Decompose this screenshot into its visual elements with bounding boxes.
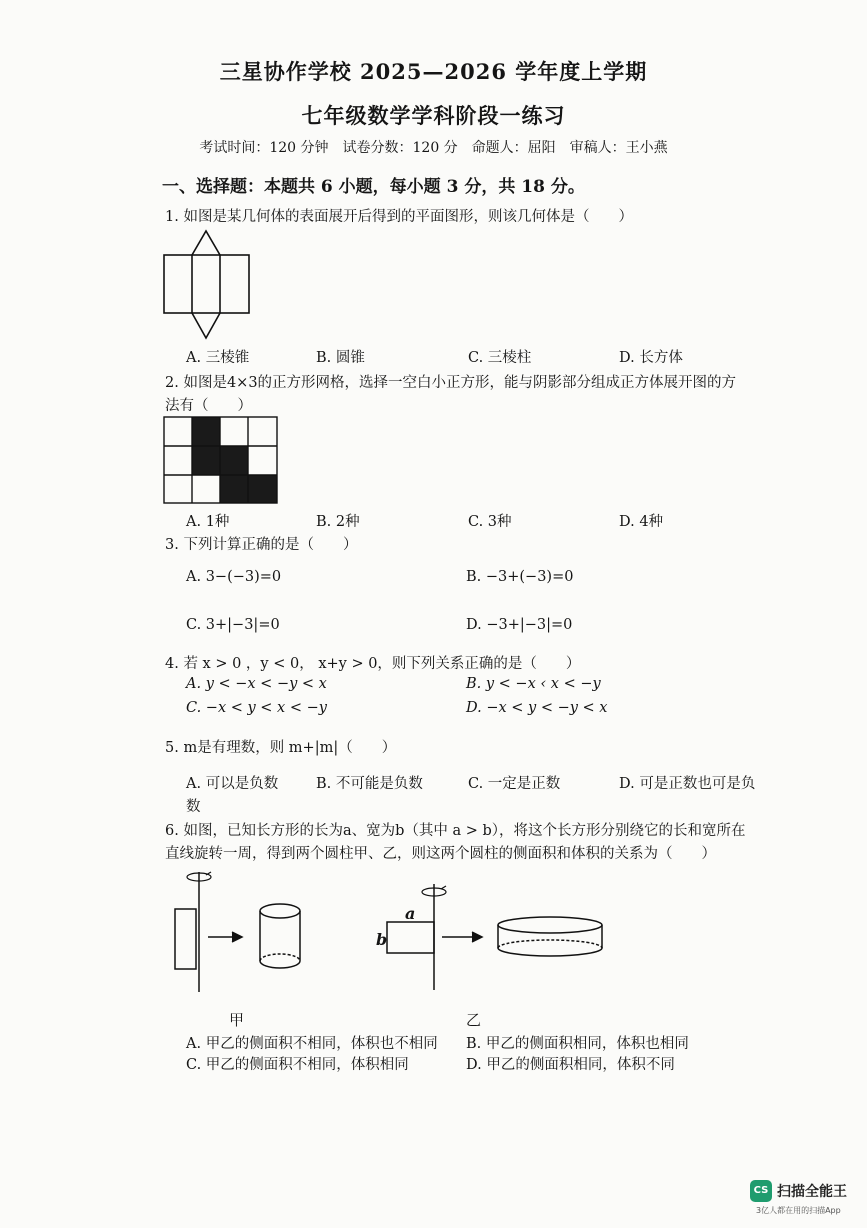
section-heading: 一、选择题：本题共 6 小题，每小题 3 分，共 18 分。 [162, 177, 585, 197]
q5-option-d[interactable]: D. 可是正数也可是负 [619, 776, 756, 792]
q6-option-a[interactable]: A. 甲乙的侧面积不相同，体积也不相同 [186, 1036, 438, 1052]
q6-option-d[interactable]: D. 甲乙的侧面积相同，体积不同 [466, 1057, 675, 1073]
prism-net-figure [163, 228, 253, 343]
q5-option-c[interactable]: C. 一定是正数 [468, 776, 561, 792]
question-2-line1: 2. 如图是4×3的正方形网格，选择一空白小正方形，能与阴影部分组成正方体展开图的方 [165, 375, 737, 391]
q2-option-c[interactable]: C. 3种 [468, 514, 512, 530]
q1-option-a[interactable]: A. 三棱锥 [186, 350, 250, 366]
scanner-logo-icon: CS [750, 1180, 772, 1202]
cylinder-jia-figure [170, 866, 310, 996]
caption-jia: 甲 [229, 1011, 245, 1029]
q1-option-b[interactable]: B. 圆锥 [316, 350, 365, 366]
q5-option-d-wrap: 数 [186, 799, 201, 815]
question-4: 4. 若 x > 0 ，y < 0， x+y > 0，则下列关系正确的是（ ） [165, 656, 581, 672]
q4-option-b[interactable]: B. y < −x ‹ x < −y [466, 676, 601, 692]
caption-yi: 乙 [466, 1011, 482, 1029]
exam-info: 考试时间：120 分钟 试卷分数：120 分 命题人：屈阳 审稿人：王小燕 [199, 140, 668, 156]
label-a: a [405, 904, 416, 923]
q3-option-a[interactable]: A. 3−(−3)=0 [186, 569, 282, 585]
q6-option-b[interactable]: B. 甲乙的侧面积相同，体积也相同 [466, 1036, 689, 1052]
question-6-line1: 6. 如图，已知长方形的长为a、宽为b（其中 a > b），将这个长方形分别绕它的长和宽所在 [165, 823, 746, 839]
q3-option-b[interactable]: B. −3+(−3)=0 [466, 569, 574, 585]
exam-title: 三星协作学校 2025—2026 学年度上学期 [219, 59, 648, 84]
q1-option-c[interactable]: C. 三棱柱 [468, 350, 532, 366]
scanner-brand: 扫描全能王 [777, 1184, 847, 1200]
q1-option-d[interactable]: D. 长方体 [619, 350, 683, 366]
question-6-line2: 直线旋转一周，得到两个圆柱甲、乙，则这两个圆柱的侧面积和体积的关系为（ ） [165, 846, 716, 862]
q5-option-a[interactable]: A. 可以是负数 [186, 776, 279, 792]
q4-option-a[interactable]: A. y < −x < −y < x [186, 676, 327, 692]
q2-option-a[interactable]: A. 1种 [186, 514, 230, 530]
exam-subtitle: 七年级数学学科阶段一练习 [301, 103, 566, 128]
question-3: 3. 下列计算正确的是（ ） [165, 537, 358, 553]
label-b: b [376, 930, 388, 949]
cylinder-yi-figure [370, 880, 610, 980]
q2-option-d[interactable]: D. 4种 [619, 514, 664, 530]
q5-option-b[interactable]: B. 不可能是负数 [316, 776, 423, 792]
question-2-line2: 法有（ ） [165, 398, 252, 414]
q3-option-c[interactable]: C. 3+|−3|=0 [186, 617, 280, 633]
grid-4x3-figure [163, 416, 279, 504]
q6-option-c[interactable]: C. 甲乙的侧面积不相同，体积相同 [186, 1057, 409, 1073]
q3-option-d[interactable]: D. −3+|−3|=0 [466, 617, 573, 633]
q4-option-c[interactable]: C. −x < y < x < −y [186, 700, 327, 716]
q2-option-b[interactable]: B. 2种 [316, 514, 360, 530]
question-1: 1. 如图是某几何体的表面展开后得到的平面图形，则该几何体是（ ） [165, 209, 633, 225]
scanner-tagline: 3亿人都在用的扫描App [756, 1206, 841, 1215]
question-5: 5. m是有理数，则 m+|m|（ ） [165, 740, 397, 756]
q4-option-d[interactable]: D. −x < y < −y < x [466, 700, 608, 716]
